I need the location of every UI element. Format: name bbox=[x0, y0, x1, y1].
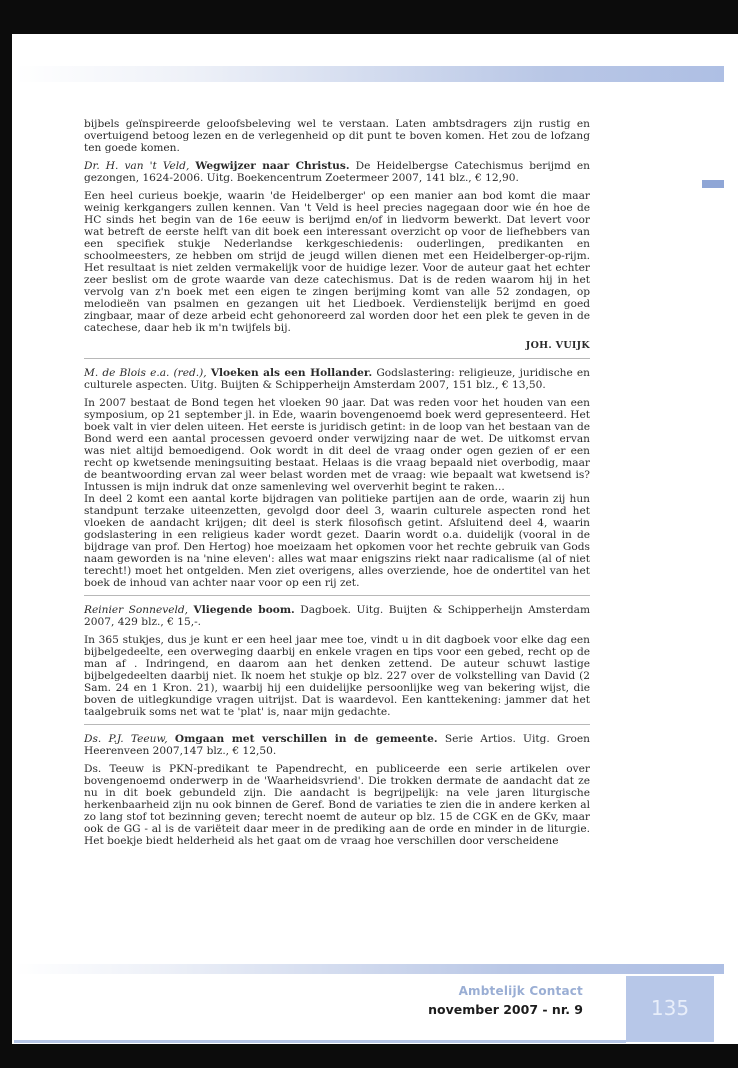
review-1 bbox=[84, 160, 590, 352]
section-divider bbox=[84, 724, 590, 725]
magazine-issue: november 2007 - nr. 9 bbox=[428, 1002, 583, 1017]
review-reference bbox=[84, 604, 590, 628]
header-band bbox=[14, 66, 724, 82]
review-title: Vloeken als een Hollander. bbox=[210, 367, 373, 379]
review-2 bbox=[84, 367, 590, 589]
footer-band bbox=[14, 964, 724, 974]
scan-border-left bbox=[0, 0, 12, 1068]
review-paragraph: Ds. Teeuw is PKN-predikant te Papendrecht, en publiceerde een serie artikelen over bovengenoemd onderwerp in de 'Waarheidsvriend'. Die trokken dermate de aandacht dat ze nu in dit boek gebundeld zijn. Die aandacht is begrijpelijk: na vele jaren liturgische herkenbaarheid zijn nu ook binnen de Geref. Bond de variaties te zien die in andere kerken al zo lang stof tot bezinning geven; terecht noemt de auteur op blz. 15 de CGK en de GKv, maar ook de GG - al is de variëteit daar meer in de prediking aan de orde en minder in de liturgie. Het boekje biedt helderheid als het gaat om de vraag hoe verschillen door verscheidene bbox=[84, 763, 590, 847]
review-3 bbox=[84, 604, 590, 718]
review-4 bbox=[84, 733, 590, 847]
review-title: Omgaan met verschillen in de gemeente. bbox=[174, 733, 438, 745]
review-paragraph: In deel 2 komt een aantal korte bijdragen van politieke partijen aan de orde, waarin zij hun standpunt terzake uiteenzetten, gevolgd door deel 3, waarin culturele aspecten rond het vloeken de aandacht krijgen; dit deel is sterk filosofisch getint. Afsluitend deel 4, waarin godslastering in een religieus kader wordt gezet. Daarin wordt o.a. duidelijk (vooral in de bijdrage van prof. Den Hertog) hoe moeizaam het opkomen voor het rechte gebruik van Gods naam geworden is na 'nine eleven': alles wat maar enigszins riekt naar radicalisme (al of niet terecht!) moet het ontgelden. Men ziet overigens, alles overziende, hoe de ondertitel van het boek de inhoud van achter naar voor op een rij zet. bbox=[84, 493, 590, 589]
scan-border-top bbox=[0, 0, 738, 34]
review-author: Ds. P.J. Teeuw, bbox=[84, 733, 168, 745]
page-number-box bbox=[626, 976, 714, 1042]
footer-masthead bbox=[428, 984, 583, 1017]
review-details: Dagboek. Uitg. Buijten & Schipperheijn Amsterdam 2007, 429 blz., € 15,-. bbox=[84, 604, 590, 628]
review-paragraph: In 365 stukjes, dus je kunt er een heel jaar mee toe, vindt u in dit dagboek voor elke dag een bijbelgedeelte, een overweging daarbij en enkele vragen en tips voor een gebed, recht op de man af . Indringend, en daarom aan het denken zettend. De auteur schuwt lastige bijbelgedeelten daarbij niet. Ik noem het stukje op blz. 227 over de volkstelling van David (2 Sam. 24 en 1 Kron. 21), waarbij hij een duidelijke persoonlijke weg van bekering wijst, die boven de uitlegkundige vragen uitrijst. Dat is waardevol. Een kanttekening: jammer dat het taalgebruik soms net wat te 'plat' is, naar mijn gedachte. bbox=[84, 634, 590, 718]
review-paragraph: Een heel curieus boekje, waarin 'de Heidelberger' op een manier aan bod komt die maar weinig kerkgangers zullen kennen. Van 't Veld is heel precies nagegaan door wie én hoe de HC sinds het begin van de 16e eeuw is berijmd en/of in liedvorm bewerkt. Dat levert voor wat betreft de eerste helft van dit boek een interessant overzicht op voor de liefhebbers van een specifiek stukje Nederlandse kerkgeschiedenis: ouderlingen, predikanten en schoolmeesters, ze hebben om strijd de jeugd willen dienen met een Heidelberger-op-rijm. Het resultaat is niet zelden vermakelijk voor de huidige lezer. Voor de auteur gaat het echter zeer beslist om de grote waarde van deze catechismus. Dat is de reden waarom hij in het vervolg van z'n boek met een eigen te zingen berijming komt van alle 52 zondagen, op melodieën van psalmen en gezangen uit het Liedboek. Verdienstelijk berijmd en goed zingbaar, maar of deze arbeid echt gehonoreerd zal worden door het een plek te geven in de catechese, daar heb ik m'n twijfels bij. bbox=[84, 190, 590, 334]
footer-rule bbox=[14, 1040, 626, 1043]
review-reference bbox=[84, 733, 590, 757]
review-details: Godslastering: religieuze, juridische en culturele aspecten. Uitg. Buijten & Schipperheijn Amsterdam 2007, 151 blz., € 13,50. bbox=[84, 367, 590, 391]
side-marker bbox=[702, 180, 724, 188]
review-author: Reinier Sonneveld, bbox=[84, 604, 189, 616]
page-number: 135 bbox=[650, 996, 690, 1020]
review-paragraph: In 2007 bestaat de Bond tegen het vloeken 90 jaar. Dat was reden voor het houden van een symposium, op 21 september jl. in Ede, waarin bovengenoemd boek werd gepresenteerd. Het boek valt in vier delen uiteen. Het eerste is juridisch getint: in de loop van het bestaan van de Bond werd een aantal processen gevoerd onder verwijzing naar de wet. De uitkomst ervan was niet altijd bemoedigend. Ook wordt in dit deel de vraag onder ogen gezien of er een recht op kwetsende meningsuiting bestaat. Helaas is die vraag bepaald niet overbodig, maar de beantwoording ervan zal weer belast worden met de vraag: wie bepaalt wat kwetsend is? Intussen is mijn indruk dat onze samenleving wel oververhit begint te raken... bbox=[84, 397, 590, 493]
review-title: Wegwijzer naar Christus. bbox=[195, 160, 350, 172]
page-content bbox=[84, 118, 590, 853]
review-reference bbox=[84, 160, 590, 184]
scan-border-bottom bbox=[0, 1044, 738, 1068]
review-author: M. de Blois e.a. (red.), bbox=[84, 367, 207, 379]
review-title: Vliegende boom. bbox=[193, 604, 295, 616]
review-author: Dr. H. van 't Veld, bbox=[84, 160, 190, 172]
review-details: Serie Artios. Uitg. Groen Heerenveen 2007,147 blz., € 12,50. bbox=[84, 733, 590, 757]
section-divider bbox=[84, 358, 590, 359]
magazine-name: Ambtelijk Contact bbox=[458, 984, 583, 998]
review-signature: JOH. VUIJK bbox=[525, 340, 590, 351]
intro-paragraph: bijbels geïnspireerde geloofsbeleving wel te verstaan. Laten ambtsdragers zijn rustig en overtuigend betoog lezen en de verlegenheid op dit punt te boven komen. Het zou de lofzang ten goede komen. bbox=[84, 118, 590, 154]
review-reference bbox=[84, 367, 590, 391]
review-details: De Heidelbergse Catechismus berijmd en gezongen, 1624-2006. Uitg. Boekencentrum Zoetermeer 2007, 141 blz., € 12,90. bbox=[84, 160, 590, 184]
section-divider bbox=[84, 595, 590, 596]
